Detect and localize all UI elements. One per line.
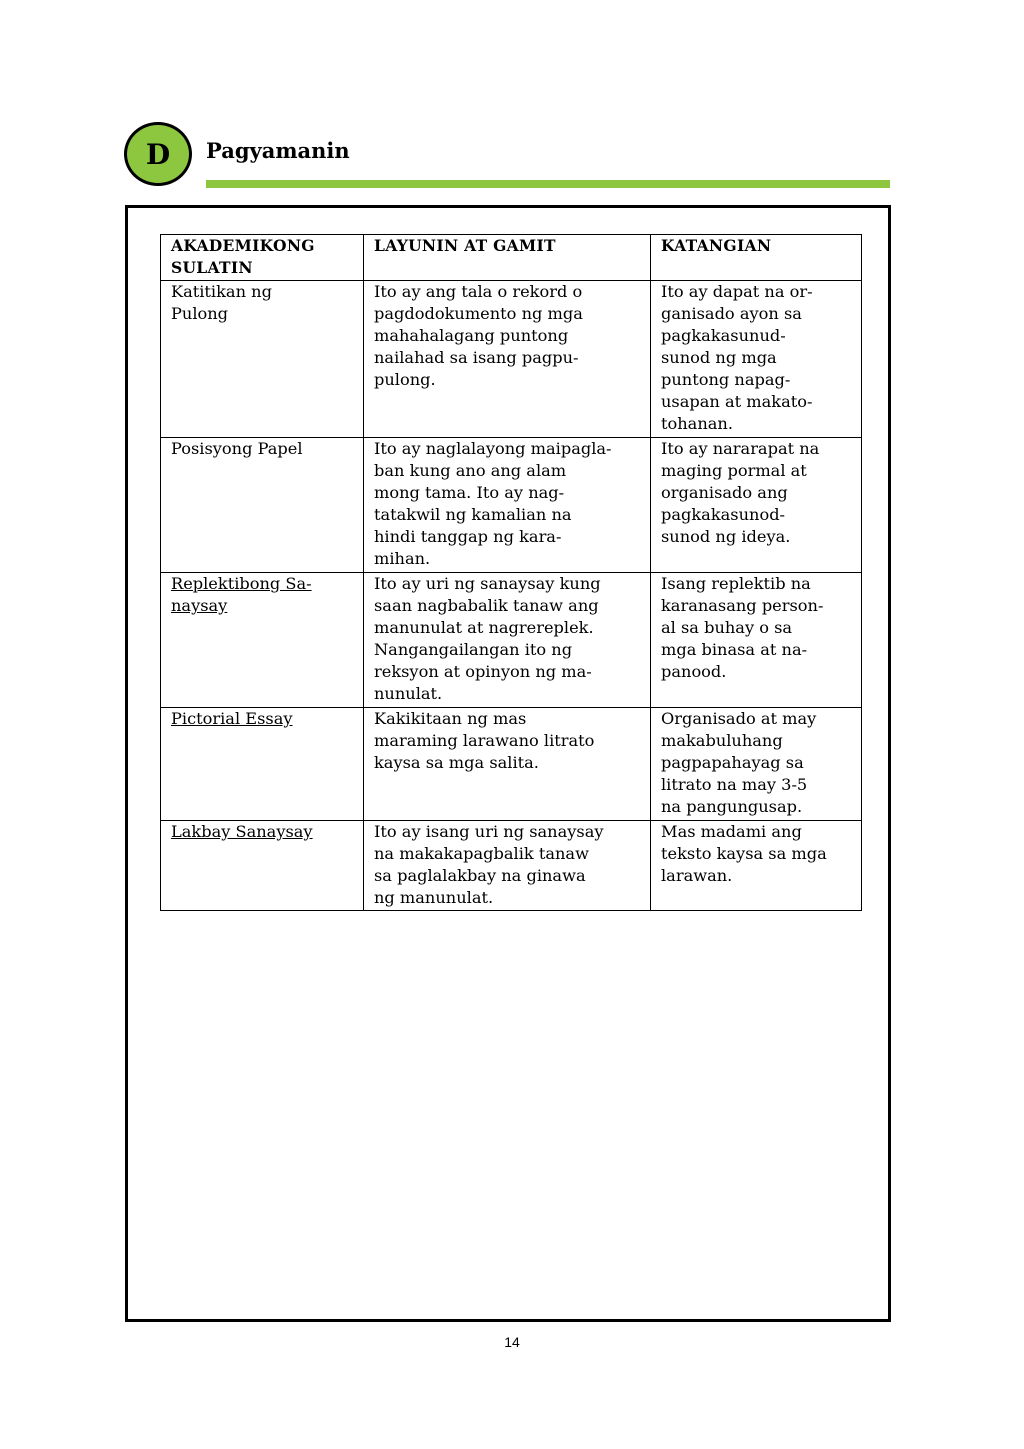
row-purpose: Ito ay naglalayong maipagla- ban kung ano ang alam mong tama. Ito ay nag- tatakwil ng kamalian na hindi tanggap ng kara- mihan. — [364, 438, 651, 573]
page-number: 14 — [504, 1334, 520, 1350]
table-row — [161, 573, 862, 708]
table-row — [161, 281, 862, 438]
academic-writing-table — [160, 234, 862, 911]
table-row — [161, 821, 862, 911]
header-layunin-at-gamit: LAYUNIN AT GAMIT — [364, 235, 651, 281]
table-row — [161, 438, 862, 573]
row-traits: Isang replektib na karanasang person- al sa buhay o sa mga binasa at na- panood. — [651, 573, 862, 708]
row-traits: Ito ay nararapat na maging pormal at organisado ang pagkakasunod- sunod ng ideya. — [651, 438, 862, 573]
row-purpose: Ito ay uri ng sanaysay kung saan nagbabalik tanaw ang manunulat at nagrereplek. Nangangailangan ito ng reksyon at opinyon ng ma- nunulat. — [364, 573, 651, 708]
row-name: Lakbay Sanaysay — [161, 821, 364, 911]
row-name: Katitikan ng Pulong — [161, 281, 364, 438]
row-name: Pictorial Essay — [161, 708, 364, 821]
row-traits: Mas madami ang teksto kaysa sa mga larawan. — [651, 821, 862, 911]
header-akademikong-sulatin: AKADEMIKONG SULATIN — [161, 235, 364, 281]
row-purpose: Ito ay isang uri ng sanaysay na makakapagbalik tanaw sa paglalakbay na ginawa ng manunulat. — [364, 821, 651, 911]
table-row — [161, 708, 862, 821]
title-underline — [206, 180, 890, 188]
row-purpose: Kakikitaan ng mas maraming larawano litrato kaysa sa mga salita. — [364, 708, 651, 821]
row-purpose: Ito ay ang tala o rekord o pagdodokumento ng mga mahahalagang puntong nailahad sa isang pagpu- pulong. — [364, 281, 651, 438]
row-name: Posisyong Papel — [161, 438, 364, 573]
row-traits: Organisado at may makabuluhang pagpapahayag sa litrato na may 3-5 na pangungusap. — [651, 708, 862, 821]
table-header-row — [161, 235, 862, 281]
section-title: Pagyamanin — [206, 138, 350, 163]
header-katangian: KATANGIAN — [651, 235, 862, 281]
section-letter: D — [145, 137, 171, 171]
section-letter-badge — [124, 122, 192, 186]
row-name: Replektibong Sa- naysay — [161, 573, 364, 708]
row-traits: Ito ay dapat na or- ganisado ayon sa pagkakasunud- sunod ng mga puntong napag- usapan at makato- tohanan. — [651, 281, 862, 438]
